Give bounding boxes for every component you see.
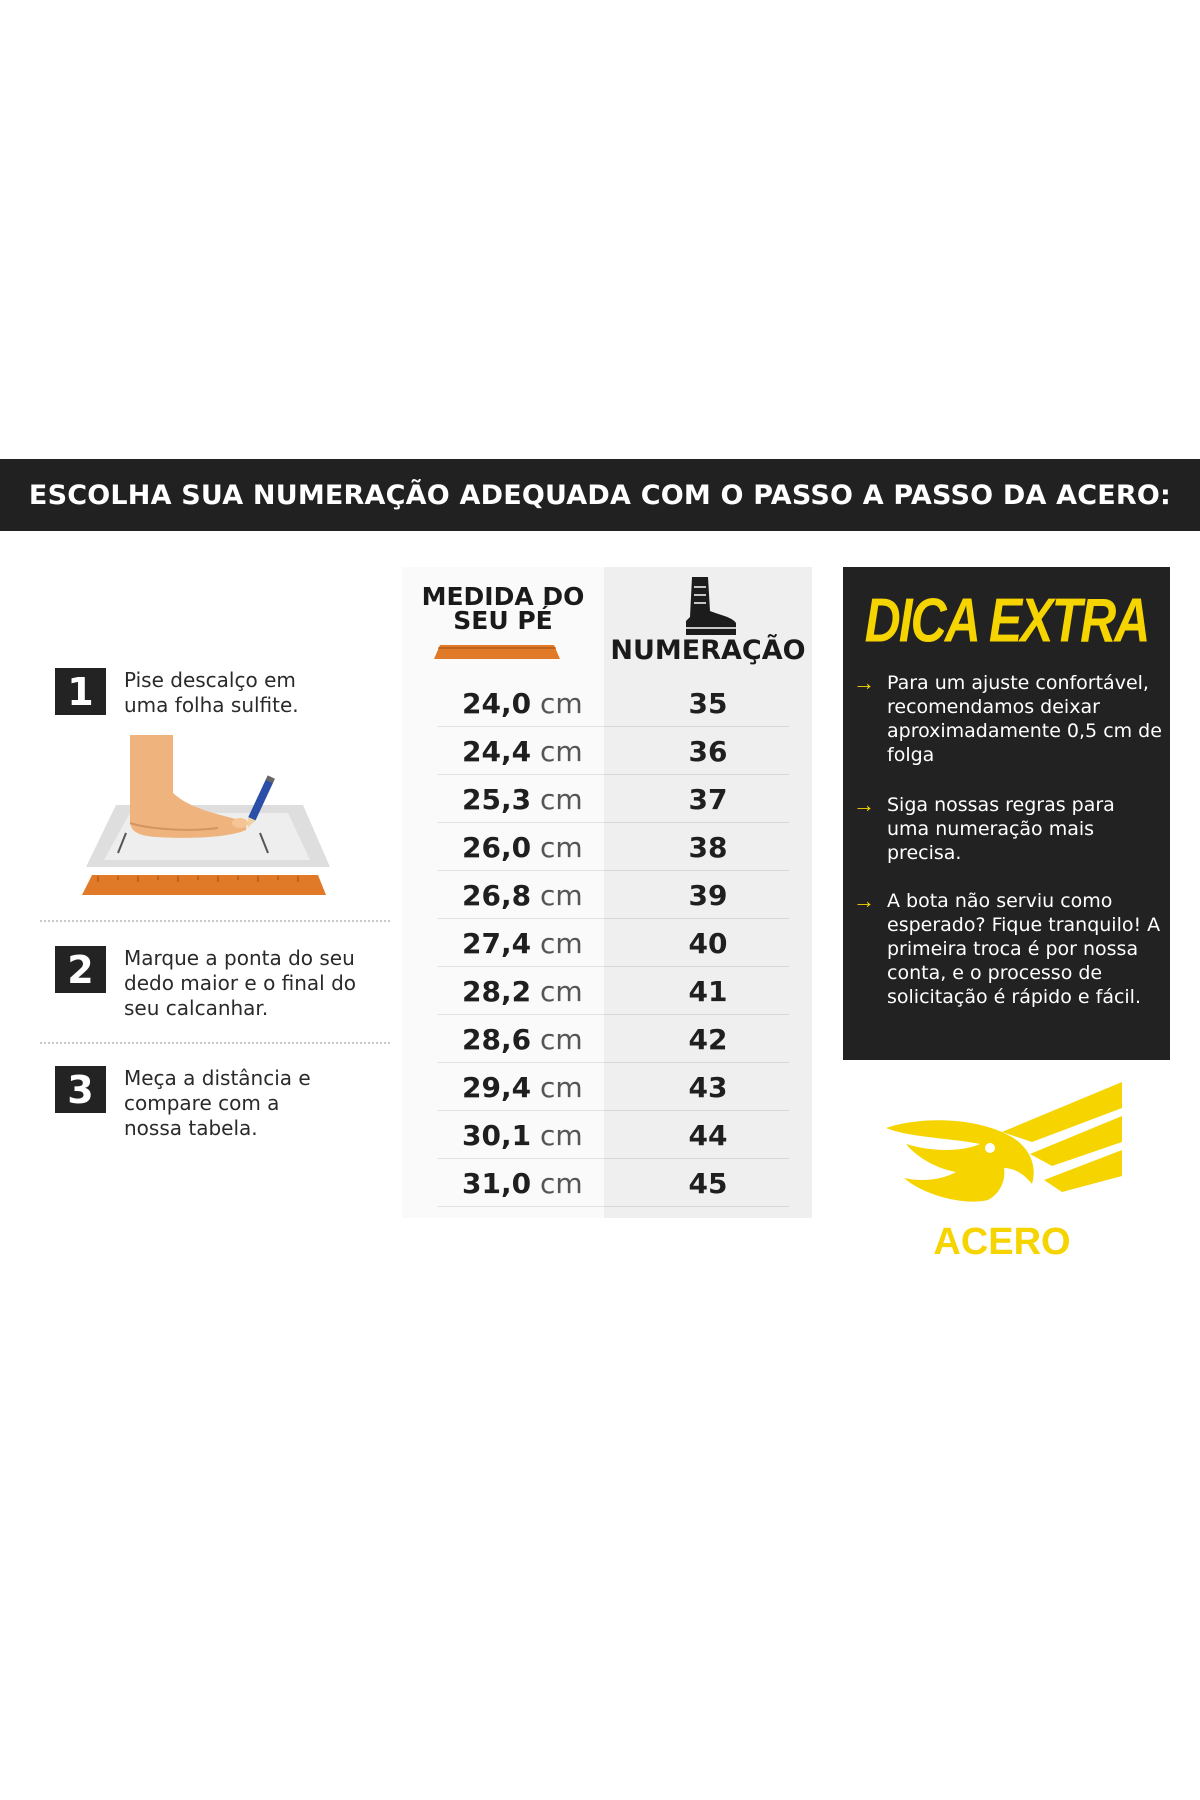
foot-length: 31,0 [462,1167,532,1200]
table-row [402,967,812,1015]
table-row [402,919,812,967]
step-1 [55,668,314,718]
table-row [402,1111,812,1159]
foot-length: 28,6 [462,1023,532,1056]
unit-label: cm [540,1119,583,1152]
page-title: ESCOLHA SUA NUMERAÇÃO ADEQUADA COM O PASSO A PASSO DA ACERO: [28,479,1172,511]
shoe-size: 37 [688,783,728,816]
shoe-size: 42 [688,1023,728,1056]
table-row [402,775,812,823]
tip-item [853,889,1163,1009]
acero-logo [882,1082,1122,1262]
shoe-size: 43 [688,1071,728,1104]
arrow-right-icon: → [853,670,875,695]
extra-tip-box [843,567,1170,1060]
table-row [402,679,812,727]
tip-text: Siga nossas regras para uma numeração mais precisa. [887,794,1115,864]
unit-label: cm [540,735,583,768]
measure-header: MEDIDA DO SEU PÉ [421,582,585,635]
size-table [402,567,812,1218]
step-number: 3 [55,1066,106,1113]
foot-length: 24,0 [462,687,532,720]
foot-length: 28,2 [462,975,532,1008]
table-row [402,1063,812,1111]
step-number: 1 [55,668,106,715]
unit-label: cm [540,927,583,960]
arrow-right-icon: → [853,792,875,817]
table-row [402,727,812,775]
foot-length: 26,0 [462,831,532,864]
shoe-size: 45 [688,1167,728,1200]
foot-length: 30,1 [462,1119,532,1152]
step-2 [55,946,374,1021]
step-3 [55,1066,324,1141]
title-banner [0,459,1200,531]
brand-name: ACERO [933,1221,1071,1262]
foot-length: 27,4 [462,927,532,960]
foot-length: 24,4 [462,735,532,768]
shoe-size: 36 [688,735,728,768]
step-divider [40,920,390,922]
tip-text: A bota não serviu como esperado? Fique tranquilo! A primeira troca é por nossa conta, e o processo de solicitação é rápido e fácil. [887,890,1161,1008]
boot-icon [684,577,738,637]
unit-label: cm [540,687,583,720]
shoe-size: 38 [688,831,728,864]
unit-label: cm [540,879,583,912]
foot-on-paper-illustration [78,735,330,900]
foot-length: 25,3 [462,783,532,816]
unit-label: cm [540,975,583,1008]
shoe-size: 35 [688,687,728,720]
shoe-size: 40 [688,927,728,960]
foot-length: 26,8 [462,879,532,912]
shoe-size: 41 [688,975,728,1008]
foot-length: 29,4 [462,1071,532,1104]
size-rows [402,679,812,1207]
table-row [402,823,812,871]
unit-label: cm [540,831,583,864]
step-text: Meça a distância e compare com a nossa tabela. [124,1066,311,1140]
shoe-size: 39 [688,879,728,912]
size-header: NUMERAÇÃO [610,635,806,666]
step-number: 2 [55,946,106,993]
unit-label: cm [540,1167,583,1200]
unit-label: cm [540,1071,583,1104]
step-text: Marque a ponta do seu dedo maior e o final do seu calcanhar. [124,946,357,1020]
tip-item [853,671,1163,767]
tip-item [853,793,1163,865]
unit-label: cm [540,1023,583,1056]
step-divider [40,1042,390,1044]
tip-text: Para um ajuste confortável, recomendamos deixar aproximadamente 0,5 cm de folga [887,672,1162,766]
table-row [402,1015,812,1063]
table-row [402,871,812,919]
ruler-icon [434,645,560,659]
table-row [402,1159,812,1207]
arrow-right-icon: → [853,888,875,913]
shoe-size: 44 [688,1119,728,1152]
unit-label: cm [540,783,583,816]
step-text: Pise descalço em uma folha sulfite. [124,668,299,717]
tip-title: DICA EXTRA [864,585,1149,655]
